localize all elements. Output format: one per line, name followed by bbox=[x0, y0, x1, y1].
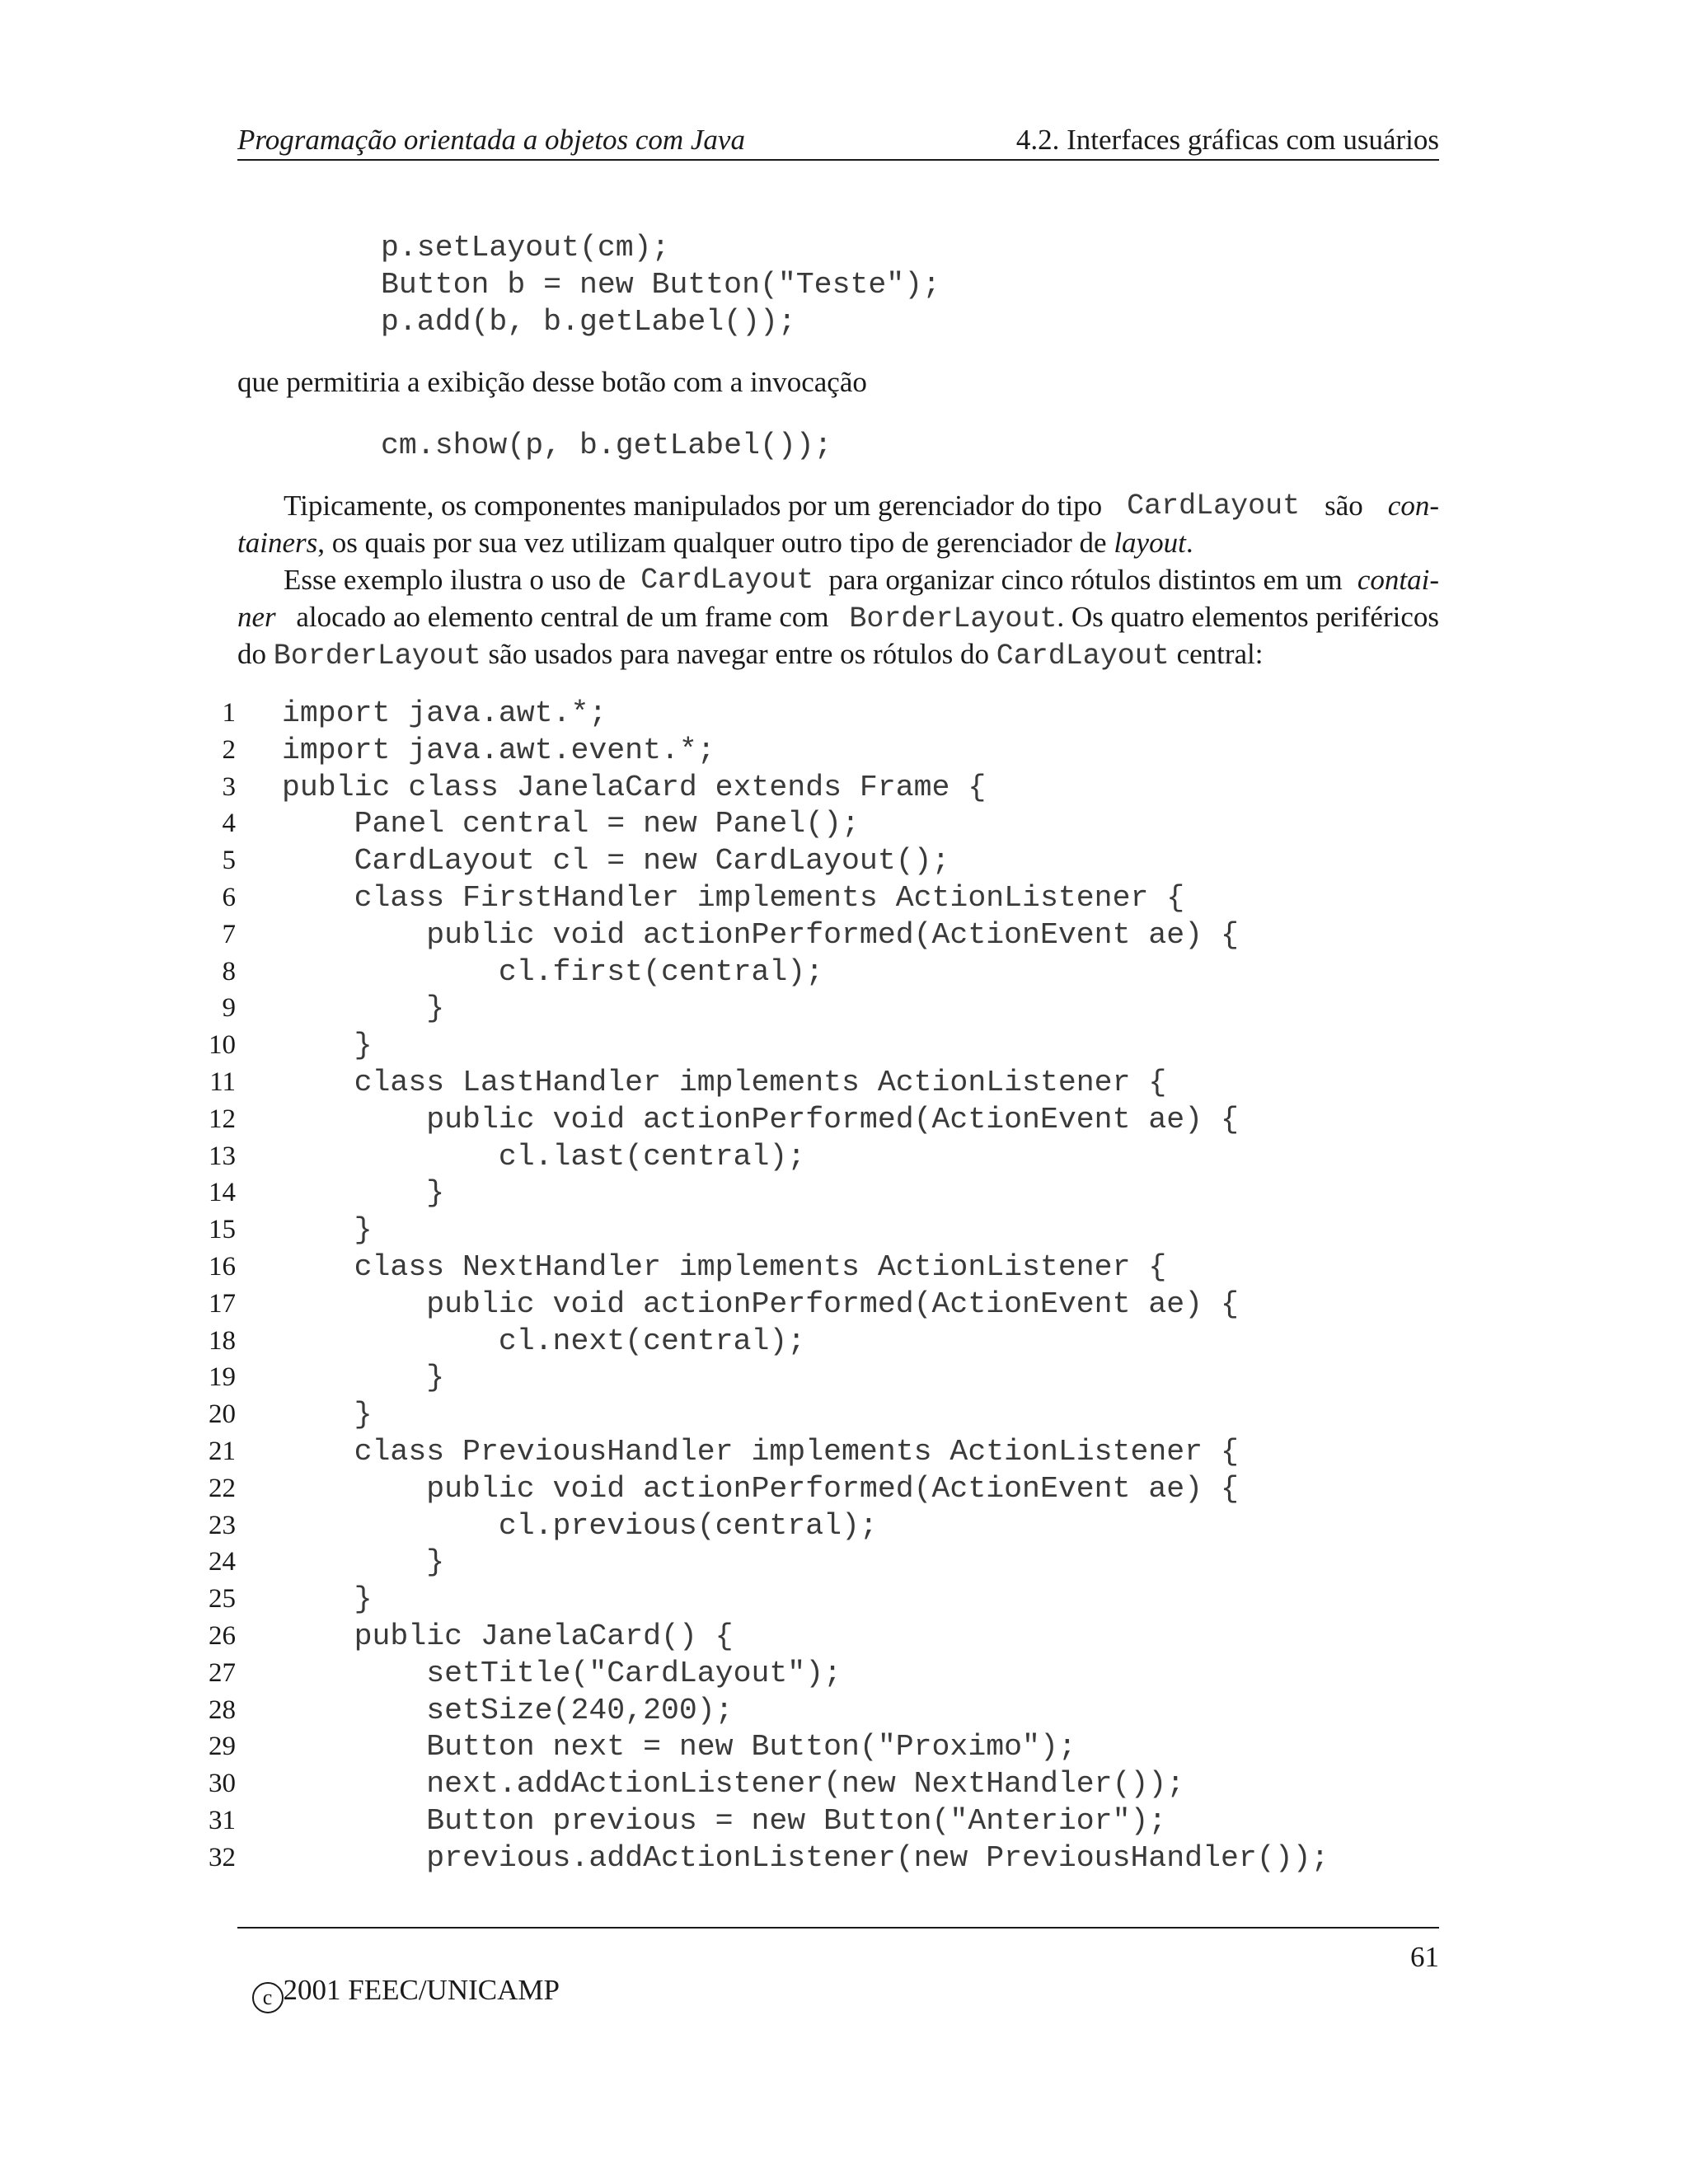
line-number: 9 bbox=[222, 993, 236, 1024]
code-line: public JanelaCard() { bbox=[282, 1619, 734, 1653]
code-line: } bbox=[282, 1361, 445, 1395]
line-number: 31 bbox=[209, 1806, 236, 1835]
line-number: 16 bbox=[209, 1252, 236, 1282]
code-line: public class JanelaCard extends Frame { bbox=[282, 770, 987, 804]
text: alocado ao elemento central de um frame com bbox=[296, 601, 829, 633]
inline-code: CardLayout bbox=[996, 640, 1170, 673]
code-line: cl.previous(central); bbox=[282, 1508, 878, 1543]
code-top-line: p.add(b, b.getLabel()); bbox=[381, 305, 796, 339]
text: do bbox=[237, 638, 266, 670]
code-top-line: Button b = new Button("Teste"); bbox=[381, 268, 941, 302]
text: são bbox=[1325, 490, 1363, 522]
line-number: 25 bbox=[209, 1584, 236, 1615]
line-number: 21 bbox=[209, 1436, 236, 1466]
inline-code: CardLayout bbox=[640, 564, 814, 597]
code-line: public void actionPerformed(ActionEvent ae) { bbox=[282, 1286, 1239, 1321]
line-number: 28 bbox=[209, 1694, 236, 1725]
code-line: Panel central = new Panel(); bbox=[282, 807, 860, 841]
inline-code: BorderLayout bbox=[273, 640, 481, 673]
line-number: 20 bbox=[209, 1399, 236, 1430]
code-line: setSize(240,200); bbox=[282, 1693, 734, 1727]
running-header-title: Programação orientada a objetos com Java bbox=[237, 124, 745, 156]
text: layout bbox=[1114, 527, 1186, 559]
code-line: } bbox=[282, 1398, 373, 1432]
code-line: import java.awt.event.*; bbox=[282, 733, 715, 767]
line-number: 4 bbox=[222, 808, 236, 839]
text: Esse exemplo ilustra o uso de bbox=[284, 564, 626, 596]
text: tainers bbox=[237, 527, 318, 559]
line-number: 15 bbox=[209, 1215, 236, 1245]
line-number: 26 bbox=[209, 1621, 236, 1651]
code-line: previous.addActionListener(new PreviousHandler()); bbox=[282, 1840, 1329, 1875]
text: con- bbox=[1387, 490, 1439, 522]
code-line: class FirstHandler implements ActionListener { bbox=[282, 881, 1185, 915]
line-number: 23 bbox=[209, 1510, 236, 1540]
text: . Os quatro elementos periféricos bbox=[1057, 601, 1439, 633]
text: Tipicamente, os componentes manipulados por um gerenciador do tipo bbox=[284, 490, 1103, 522]
line-number: 2 bbox=[222, 734, 236, 765]
line-number: 19 bbox=[209, 1362, 236, 1393]
code-mid-line: cm.show(p, b.getLabel()); bbox=[381, 429, 832, 462]
line-number: 11 bbox=[209, 1067, 236, 1097]
header-rule bbox=[237, 159, 1439, 161]
line-number: 6 bbox=[222, 883, 236, 912]
text: central: bbox=[1176, 638, 1264, 670]
line-number: 5 bbox=[222, 846, 236, 876]
line-number: 17 bbox=[209, 1288, 236, 1319]
line-number: 29 bbox=[209, 1732, 236, 1762]
text: para organizar cinco rótulos distintos em um bbox=[828, 564, 1343, 596]
code-line: CardLayout cl = new CardLayout(); bbox=[282, 844, 950, 879]
footer-rule bbox=[237, 1927, 1439, 1929]
code-line: cl.first(central); bbox=[282, 954, 824, 989]
code-line: public void actionPerformed(ActionEvent ae) { bbox=[282, 1471, 1239, 1506]
copyright-icon: c bbox=[252, 1982, 284, 2013]
code-line: class NextHandler implements ActionListener { bbox=[282, 1250, 1167, 1284]
paragraph-2-line-1 bbox=[284, 564, 1439, 597]
code-line: class PreviousHandler implements ActionListener { bbox=[282, 1435, 1239, 1469]
paragraph-1-line-1 bbox=[284, 490, 1439, 523]
code-line: } bbox=[282, 1582, 373, 1617]
line-number: 32 bbox=[209, 1842, 236, 1872]
code-line: Button next = new Button("Proximo"); bbox=[282, 1730, 1076, 1765]
text: contai- bbox=[1357, 564, 1439, 596]
code-line: import java.awt.*; bbox=[282, 696, 607, 730]
code-line: next.addActionListener(new NextHandler()); bbox=[282, 1767, 1185, 1802]
code-line: } bbox=[282, 1545, 445, 1580]
line-number: 22 bbox=[209, 1473, 236, 1503]
line-number: 27 bbox=[209, 1657, 236, 1688]
line-number: 8 bbox=[222, 956, 236, 987]
line-number: 3 bbox=[222, 771, 236, 802]
code-line: cl.last(central); bbox=[282, 1139, 806, 1174]
page-number: 61 bbox=[1410, 1941, 1439, 1973]
body-text: que permitiria a exibição desse botão com a invocação bbox=[237, 366, 867, 398]
code-line: class LastHandler implements ActionListener { bbox=[282, 1066, 1167, 1099]
running-header-section: 4.2. Interfaces gráficas com usuários bbox=[1015, 124, 1439, 156]
text: . bbox=[1185, 527, 1193, 559]
inline-code: CardLayout bbox=[1127, 490, 1301, 523]
code-line: } bbox=[282, 1176, 445, 1211]
code-top-line: p.setLayout(cm); bbox=[381, 231, 670, 265]
code-line: public void actionPerformed(ActionEvent ae) { bbox=[282, 917, 1239, 952]
line-number: 10 bbox=[209, 1030, 236, 1061]
code-line: setTitle("CardLayout"); bbox=[282, 1656, 842, 1690]
code-line: } bbox=[282, 991, 445, 1026]
code-line: public void actionPerformed(ActionEvent ae) { bbox=[282, 1102, 1239, 1137]
line-number: 1 bbox=[222, 698, 236, 728]
paragraph-2-line-3 bbox=[237, 638, 1439, 673]
line-number: 13 bbox=[209, 1141, 236, 1171]
line-number: 12 bbox=[209, 1104, 236, 1134]
code-line: Button previous = new Button("Anterior"); bbox=[282, 1804, 1167, 1838]
footer-copyright-text: 2001 FEEC/UNICAMP bbox=[283, 1974, 560, 2006]
line-number: 18 bbox=[209, 1325, 236, 1356]
code-line: } bbox=[282, 1029, 373, 1063]
footer-copyright bbox=[237, 1941, 560, 2013]
text: ner bbox=[237, 601, 276, 633]
line-number: 14 bbox=[209, 1178, 236, 1208]
code-line: cl.next(central); bbox=[282, 1324, 806, 1358]
inline-code: BorderLayout bbox=[849, 602, 1057, 635]
paragraph-1-line-2 bbox=[237, 527, 1439, 560]
text: são usados para navegar entre os rótulos do bbox=[488, 638, 990, 670]
line-number: 7 bbox=[222, 919, 236, 949]
paragraph-2-line-2 bbox=[237, 601, 1439, 635]
code-line: } bbox=[282, 1213, 373, 1248]
line-number: 24 bbox=[209, 1547, 236, 1577]
line-number: 30 bbox=[209, 1769, 236, 1799]
text: , os quais por sua vez utilizam qualquer outro tipo de gerenciador de bbox=[317, 527, 1107, 559]
